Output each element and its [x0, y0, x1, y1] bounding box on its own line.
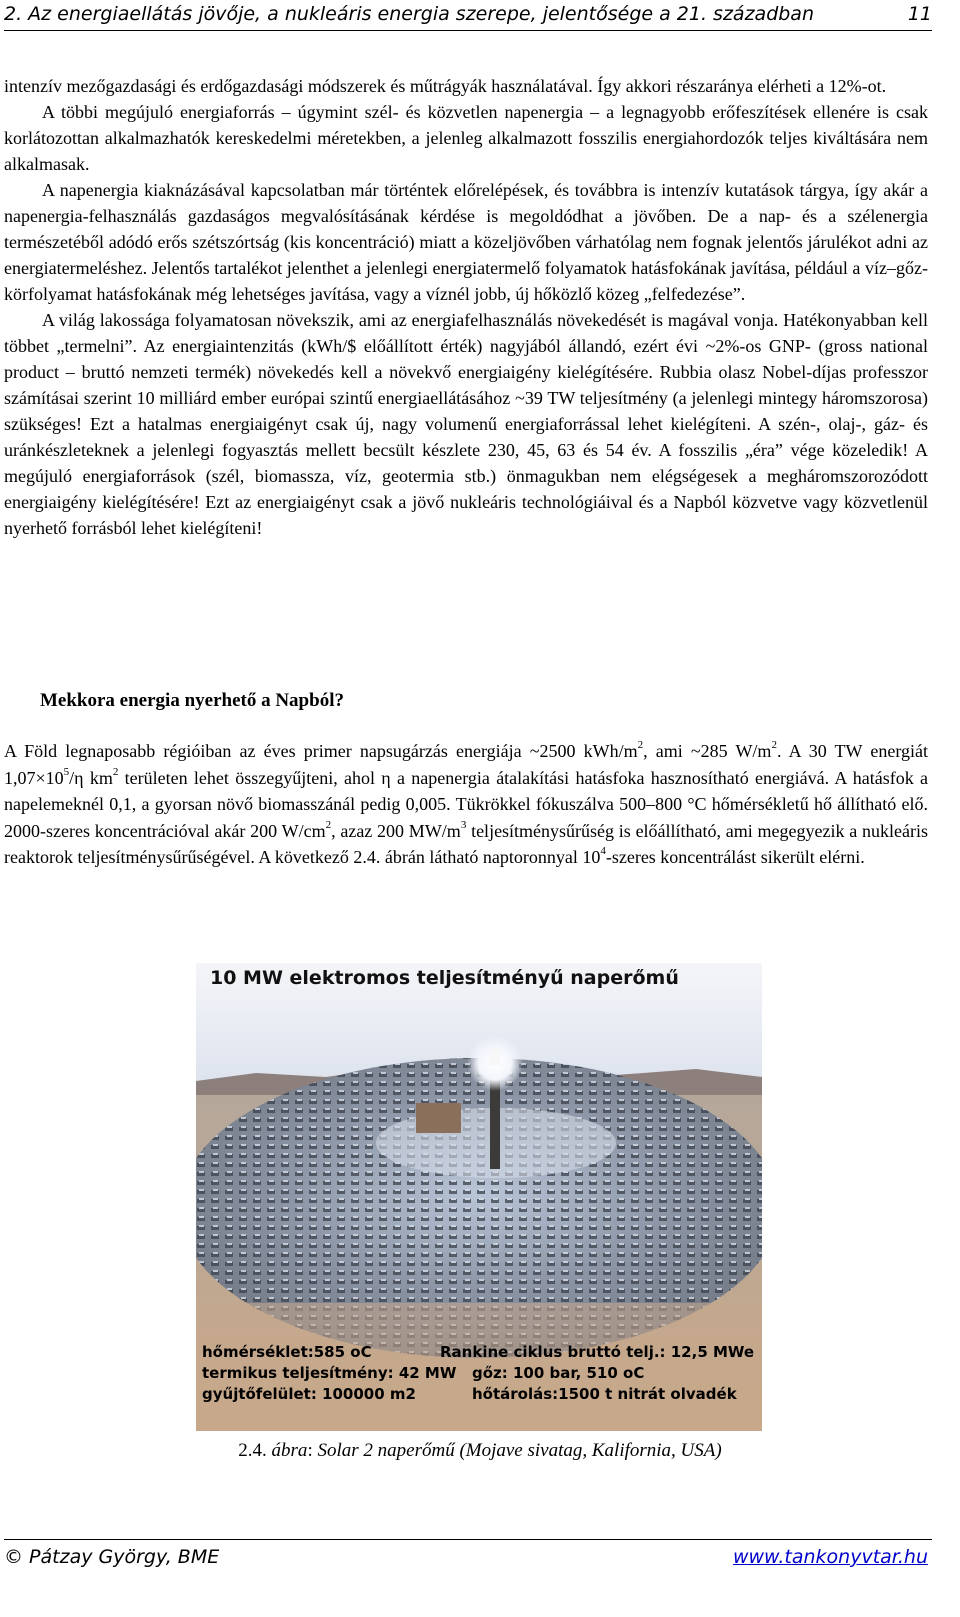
superscript: 2 [112, 765, 119, 778]
caption-number: 2.4. [238, 1440, 272, 1461]
paragraph-2: A többi megújuló energiaforrás – úgymint szél- és közvetlen napenergia – a legnagyobb erőfeszítések ellenére is csak korlátozottan alkalmazhatók kereskedelmi méretekben, a jelenleg alkalmazott fosszilis energiahordozók teljes kiváltására nem alkalmasak. [4, 102, 928, 174]
running-header [4, 0, 932, 31]
text-run: , azaz 200 MW/m [331, 820, 461, 841]
figure-title: 10 MW elektromos teljesítményű naperőmű [210, 967, 679, 989]
text-run: teljesítménysűrűség is előállítható, ami megegyezik a nukleáris reaktorok teljesítménysűrűségével. A következő 2.4. ábrán látható naptoronnyal 10 [4, 820, 928, 867]
footer-divider [4, 1539, 932, 1540]
chapter-title: 2. Az energiaellátás jövője, a nukleáris energia szerepe, jelentősége a 21. században [4, 3, 814, 25]
superscript: 5 [63, 765, 70, 778]
thermal-power-label: termikus teljesítmény: 42 MW [202, 1364, 457, 1382]
collector-area-label: gyűjtőfelület: 100000 m2 [202, 1385, 416, 1403]
caption-label: ábra [271, 1440, 308, 1461]
temperature-label: hőmérséklet:585 oC [202, 1343, 372, 1361]
storage-label: hőtárolás:1500 t nitrát olvadék [472, 1385, 737, 1403]
superscript: 4 [600, 845, 606, 857]
figure-caption [0, 1438, 960, 1464]
page-number: 11 [907, 3, 932, 25]
footer-link[interactable]: www.tankonyvtar.hu [732, 1546, 928, 1568]
paragraph-3: A napenergia kiaknázásával kapcsolatban már történtek előrelépések, és továbbra is intenzív kutatások tárgya, így akár a napenergia-felhasználás gazdaságos megvalósításának kérdése is megoldódhat a jövőben. De a nap- és a szélenergia természetéből adódó erős szétszórtság (kis koncentráció) miatt a közeljövőben várhatólag nem fognak jelentős járulékot adni az energiatermeléshez. Jelentős tartalékot jelenthet a jelenlegi energiatermelő folyamatok hatásfokának javítása, például a víz–gőz-körfolyamat hatásfokának még lehetséges javítása, vagy a víznél jobb, új hőközlő közeg „felfedezése”. [4, 180, 928, 304]
superscript: 2 [771, 739, 777, 751]
paragraph-1: intenzív mezőgazdasági és erdőgazdasági módszerek és műtrágyák használatával. Így akkori részaránya elérheti a 12%-ot. [4, 76, 887, 96]
footer-author: © Pátzay György, BME [4, 1546, 220, 1568]
solar-tower-figure [196, 963, 762, 1431]
caption-text: Solar 2 naperőmű (Mojave sivatag, Kalifornia, USA) [317, 1440, 722, 1461]
body-text [4, 73, 928, 541]
section-heading: Mekkora energia nyerhető a Napból? [40, 690, 344, 711]
net-power-label: Rankine ciklus bruttó telj.: 12,5 MWe [440, 1343, 755, 1361]
text-run: A Föld legnaposabb régióiban az éves primer napsugárzás energiája ~2500 kWh/m [4, 741, 638, 761]
text-run: , ami ~285 W/m [643, 741, 772, 761]
text-run: területen lehet összegyűjteni, ahol η a napenergia átalakítási hatásfoka hasznosítható energiává. A hatásfok a napelemeknél 0,1, a gyorsan növő biomasszánál pedig 0,005. Tükrökkel fókuszálva 500–800 °C hőmérsékletű hő állítható elő. 2000-szeres koncentrációval akár 200 W/cm [4, 767, 928, 841]
caption-separator: : [307, 1440, 318, 1461]
superscript: 2 [637, 739, 644, 751]
text-run: . A 30 TW energiát 1,07×10 [4, 741, 928, 788]
solar-energy-paragraph [4, 738, 928, 871]
paragraph-4: A világ lakossága folyamatosan növekszik, ami az energiafelhasználás növekedését is magával vonja. Hatékonyabban kell többet „termelni”. Az energiaintenzitás (kWh/$ előállított érték) nagyjából állandó, ezért évi ~2%-os GNP- (gross national product – bruttó nemzeti termék) növekedés kell a növekvő energiaigény kielégítésére. Rubbia olasz Nobel-díjas professzor számításai szerint 10 milliárd ember európai szintű energiaellátásához ~39 TW teljesítmény (a jelenlegi mintegy háromszorosa) szükséges! Ezt a hatalmas energiaigényt csak új, nagy volumenű energiaforrással lehet kielégíteni. A szén-, olaj-, gáz- és uránkészleteknek a jelenlegi fogyasztás mellett becsült készlete 230, 45, 63 és 54 év. A fosszilis „éra” vége közeledik! A megújuló energiaforrások (szél, biomassza, víz, geotermia stb.) önmagukban nem elégségesek a megháromszorozódott energiaigény kielégítésére! Ezt az energiaigényt csak a jövő nukleáris technológiáival és a Napból közvetve vagy közvetlenül nyerhető forrásból lehet kielégíteni! [4, 310, 928, 538]
superscript: 3 [460, 818, 467, 831]
text-run: -szeres koncentrálást sikerült elérni. [605, 847, 865, 867]
text-run: /η km [69, 767, 113, 788]
steam-label: gőz: 100 bar, 510 oC [472, 1364, 645, 1382]
superscript: 2 [325, 818, 332, 831]
